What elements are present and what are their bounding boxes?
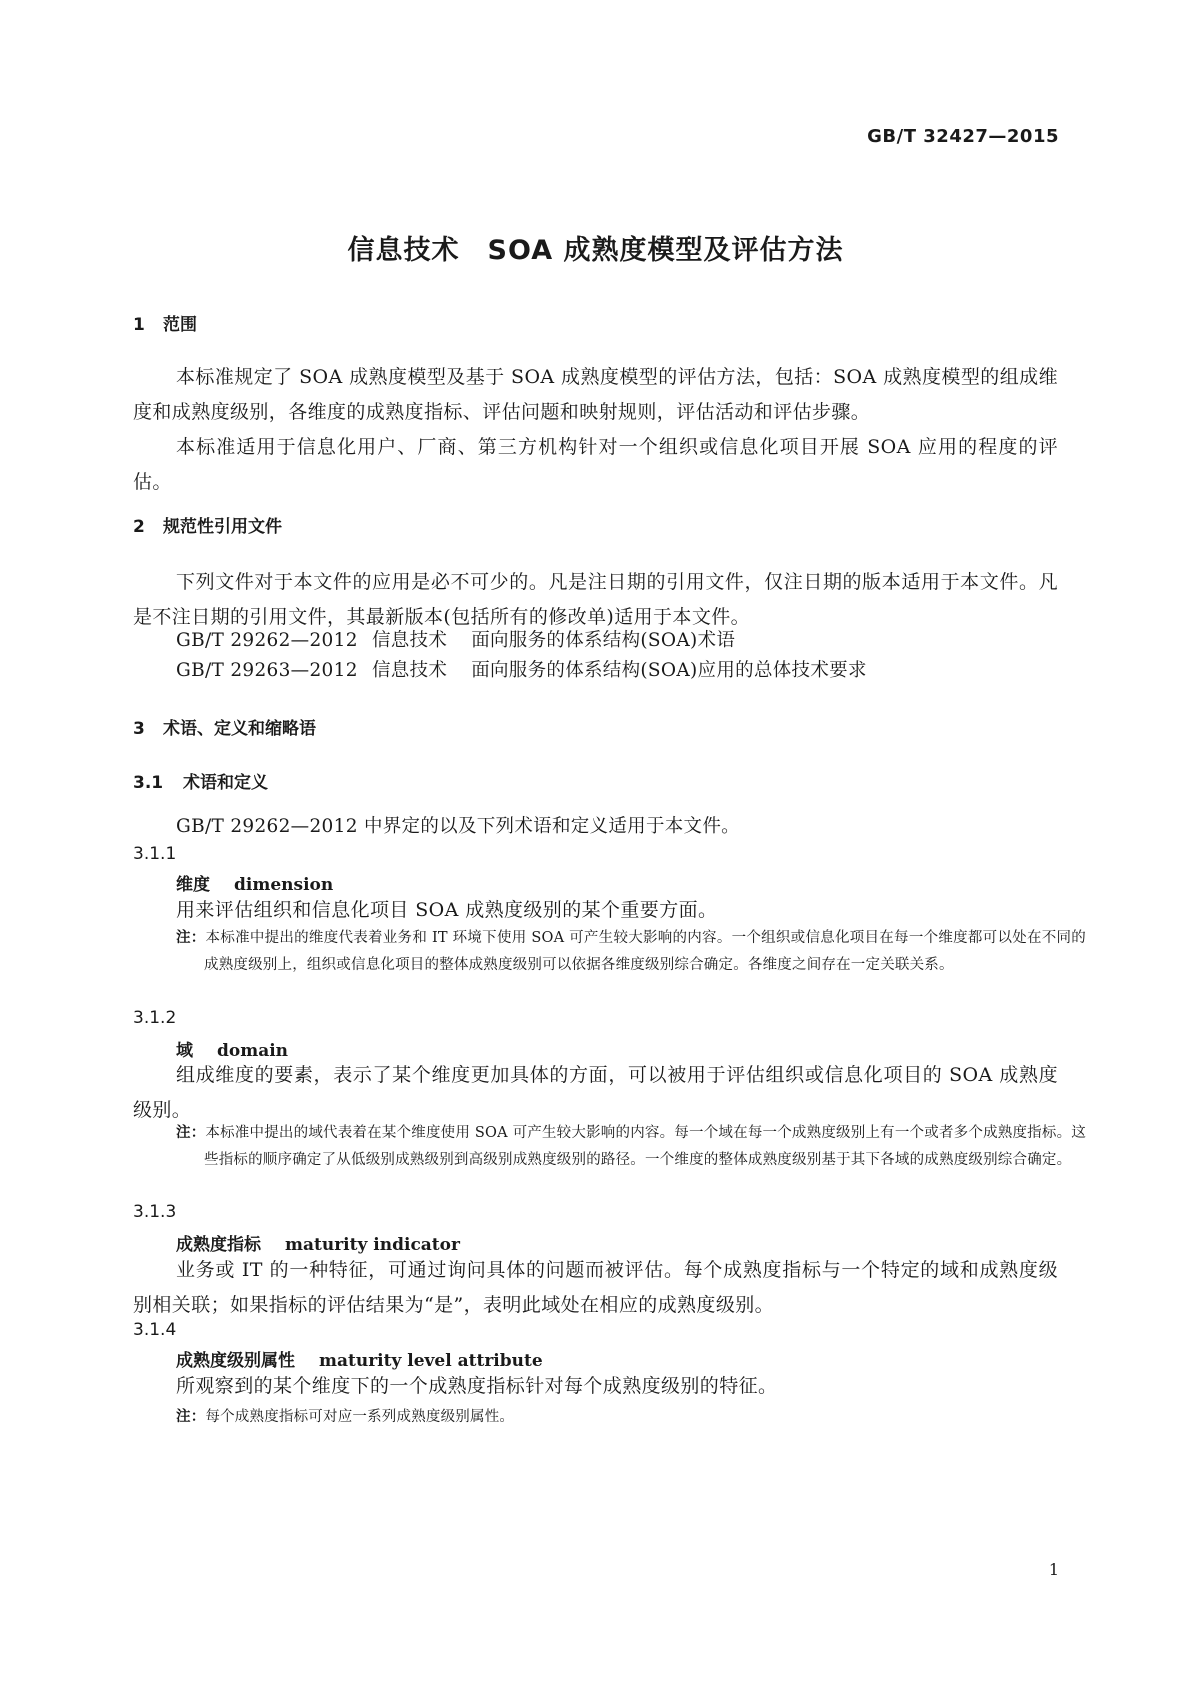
term-note <box>176 1404 1086 1431</box>
section-title: 规范性引用文件 <box>163 517 282 537</box>
reference-name: 面向服务的体系结构(SOA)应用的总体技术要求 <box>471 660 867 681</box>
note-label: 注： <box>176 1125 206 1141</box>
references-intro: 下列文件对于本文件的应用是必不可少的。凡是注日期的引用文件，仅注日期的版本适用于本文件。凡是不注日期的引用文件，其最新版本(包括所有的修改单)适用于本文件。 <box>133 571 1058 628</box>
section-title: 术语和定义 <box>183 773 268 793</box>
term-definition: 组成维度的要素，表示了某个维度更加具体的方面，可以被用于评估组织或信息化项目的 SOA 成熟度级别。 <box>133 1064 1058 1121</box>
reference-name: 面向服务的体系结构(SOA)术语 <box>471 630 736 651</box>
section-3-1-heading <box>133 768 268 793</box>
reference-code: GB/T 29263—2012 <box>176 660 358 681</box>
term-definition: 业务或 IT 的一种特征，可通过询问具体的问题而被评估。每个成熟度指标与一个特定的域和成熟度级别相关联；如果指标的评估结果为“是”，表明此域处在相应的成熟度级别。 <box>133 1259 1058 1316</box>
term-heading <box>176 1346 543 1371</box>
reference-prefix: 信息技术 <box>372 660 448 681</box>
section-number: 3 <box>133 719 145 739</box>
note-text: 每个成熟度指标可对应一系列成熟度级别属性。 <box>205 1409 515 1425</box>
document-title: 信息技术 SOA 成熟度模型及评估方法 <box>347 235 844 266</box>
section-title: 术语、定义和缩略语 <box>163 719 316 739</box>
section-3-heading <box>133 714 316 739</box>
section-number: 3.1 <box>133 773 164 793</box>
page-number: 1 <box>1048 1560 1059 1579</box>
section-number: 1 <box>133 315 145 335</box>
term-number: 3.1.4 <box>133 1320 177 1340</box>
reference-item <box>176 656 867 682</box>
section-number: 2 <box>133 517 145 537</box>
note-text: 本标准中提出的域代表着在某个维度使用 SOA 可产生较大影响的内容。每一个域在每一个成熟度级别上有一个或者多个成熟度指标。这些指标的顺序确定了从低级别成熟级别到高级别成熟度级别的路径。一个维度的整体成熟度级别基于其下各域的成熟度级别综合确定。 <box>204 1125 1086 1168</box>
term-chinese: 成熟度指标 <box>176 1235 261 1255</box>
terms-intro: GB/T 29262—2012 中界定的以及下列术语和定义适用于本文件。 <box>176 816 740 837</box>
term-heading <box>176 1230 460 1255</box>
standard-code: GB/T 32427—2015 <box>867 126 1059 147</box>
term-note <box>176 925 1086 979</box>
reference-item <box>176 626 735 652</box>
term-heading <box>176 870 333 895</box>
term-english: maturity level attribute <box>319 1351 543 1371</box>
scope-paragraph-2: 本标准适用于信息化用户、厂商、第三方机构针对一个组织或信息化项目开展 SOA 应用的程度的评估。 <box>133 436 1058 493</box>
term-number: 3.1.3 <box>133 1202 177 1222</box>
term-number: 3.1.1 <box>133 844 177 864</box>
term-english: dimension <box>234 875 334 895</box>
section-title: 范围 <box>163 315 197 335</box>
term-chinese: 维度 <box>176 875 210 895</box>
section-1-heading <box>133 310 197 335</box>
note-label: 注： <box>176 930 206 946</box>
term-english: maturity indicator <box>285 1235 460 1255</box>
note-label: 注： <box>176 1409 206 1425</box>
term-chinese: 成熟度级别属性 <box>176 1351 295 1371</box>
term-number: 3.1.2 <box>133 1008 177 1028</box>
reference-code: GB/T 29262—2012 <box>176 630 358 651</box>
reference-prefix: 信息技术 <box>372 630 448 651</box>
term-definition: 所观察到的某个维度下的一个成熟度指标针对每个成熟度级别的特征。 <box>176 1375 778 1397</box>
section-2-heading <box>133 512 282 537</box>
note-text: 本标准中提出的维度代表着业务和 IT 环境下使用 SOA 可产生较大影响的内容。一个组织或信息化项目在每一个维度都可以处在不同的成熟度级别上，组织或信息化项目的整体成熟度级别可以依据各维度级别综合确定。各维度之间存在一定关联关系。 <box>204 930 1086 973</box>
term-english: domain <box>217 1041 289 1061</box>
scope-paragraph-1: 本标准规定了 SOA 成熟度模型及基于 SOA 成熟度模型的评估方法，包括：SOA 成熟度模型的组成维度和成熟度级别，各维度的成熟度指标、评估问题和映射规则，评估活动和评估步骤。 <box>133 366 1058 423</box>
term-chinese: 域 <box>176 1041 193 1061</box>
term-definition: 用来评估组织和信息化项目 SOA 成熟度级别的某个重要方面。 <box>176 899 718 921</box>
term-note <box>176 1120 1086 1174</box>
